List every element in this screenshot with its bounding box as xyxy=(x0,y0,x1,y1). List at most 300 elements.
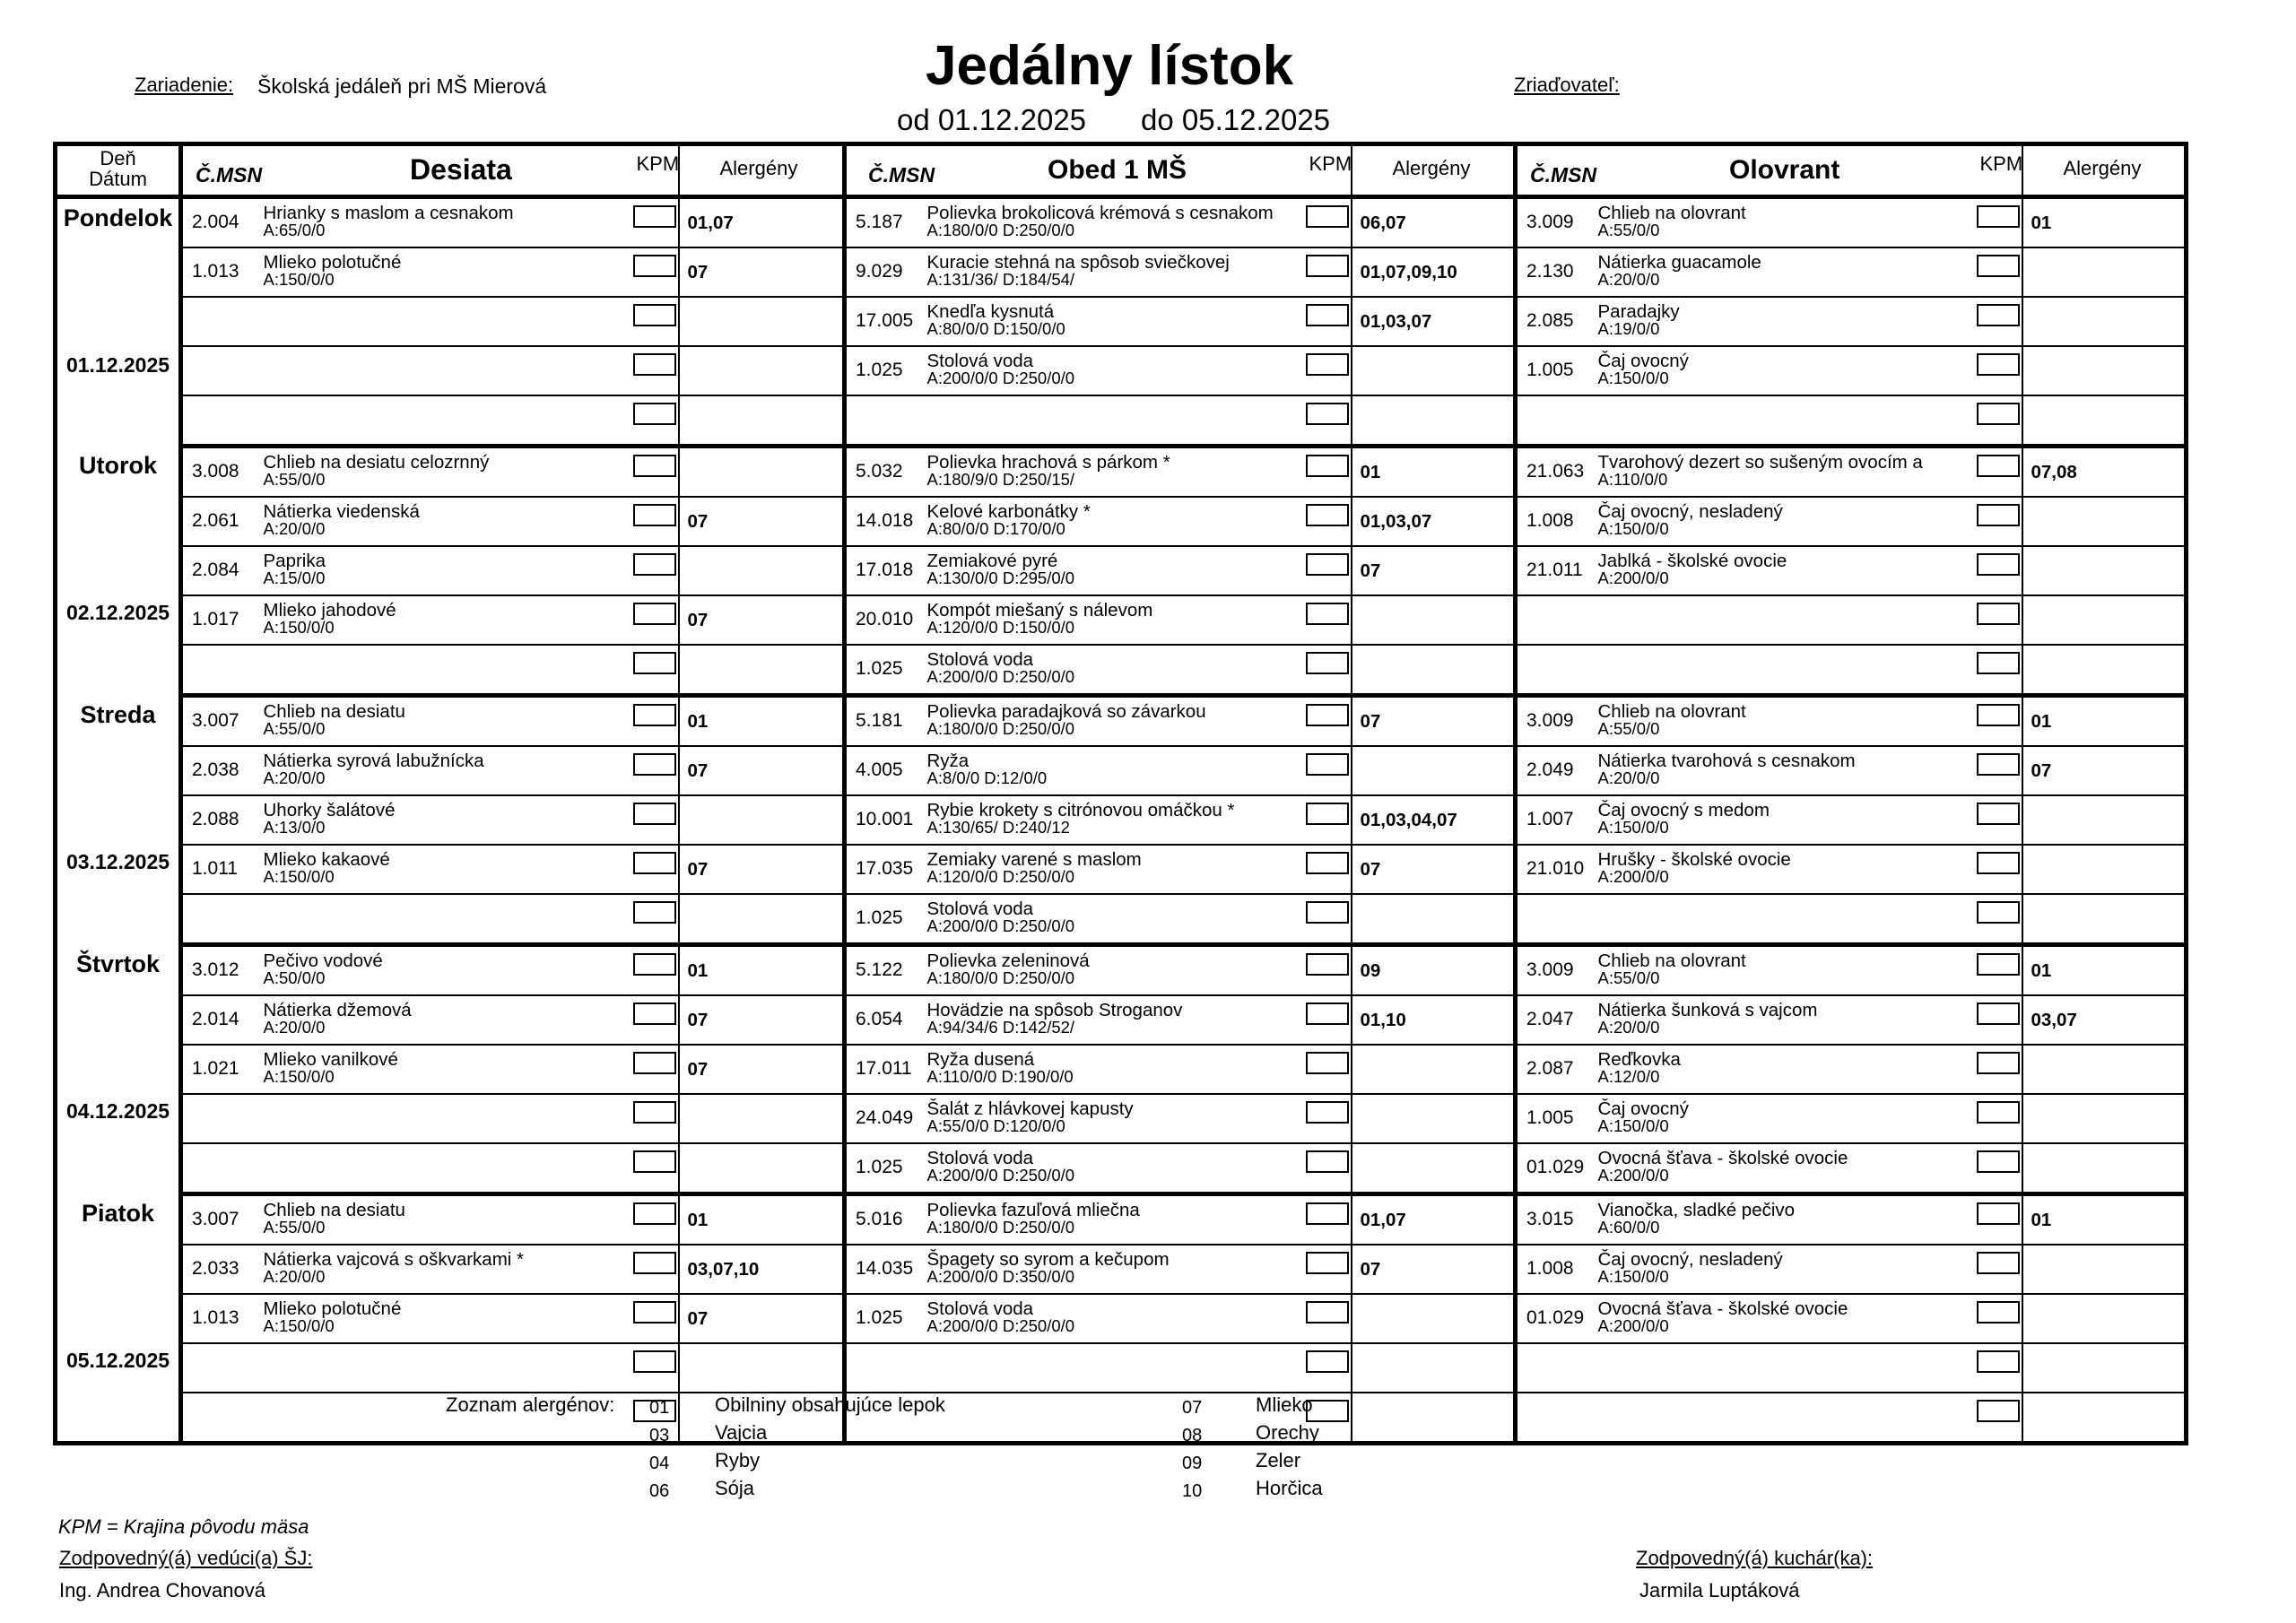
dish-name: Ryža dusená xyxy=(926,1049,1035,1070)
obed-allergens-cell xyxy=(1352,1393,1516,1444)
dish-name: Nátierka syrová labužnícka xyxy=(263,751,484,771)
msn-code: 20.010 xyxy=(856,609,914,629)
msn-code: 2.004 xyxy=(192,212,239,232)
olovrant-allergens-cell xyxy=(2022,995,2187,1045)
dish-grams: A:80/0/0 D:170/0/0 xyxy=(926,519,1065,538)
table-row xyxy=(56,247,2187,297)
olovrant-kpm-cell xyxy=(1973,696,2022,747)
kpm-checkbox xyxy=(1977,205,2020,228)
olovrant-dish-cell xyxy=(1596,1045,1973,1094)
desiata-code-cell xyxy=(181,945,262,996)
obed-code-cell xyxy=(845,1094,926,1143)
obed-dish-cell xyxy=(926,746,1302,795)
olovrant-dish-cell xyxy=(1596,297,1973,346)
dish-grams: A:120/0/0 D:150/0/0 xyxy=(926,618,1075,637)
allergen-codes: 07 xyxy=(687,760,709,781)
desiata-allergens-cell xyxy=(679,1045,845,1094)
dish-name: Čaj ovocný s medom xyxy=(1597,800,1770,820)
msn-code: 5.181 xyxy=(856,710,903,731)
kpm-checkbox xyxy=(1977,353,2020,376)
obed-allergens-cell xyxy=(1352,346,1516,395)
allergen-codes: 03,07,10 xyxy=(687,1259,760,1280)
table-row xyxy=(56,1045,2187,1094)
kpm-checkbox xyxy=(1306,403,1349,425)
msn-code: 1.013 xyxy=(192,261,239,282)
desiata-allergens-cell xyxy=(679,995,845,1045)
allergen-codes: 01,07,09,10 xyxy=(1360,262,1457,282)
olovrant-dish-cell xyxy=(1596,395,1973,447)
msn-code: 1.025 xyxy=(856,658,903,679)
allergen-codes: 01,07 xyxy=(1360,1210,1406,1230)
olovrant-allergens-cell xyxy=(2022,746,2187,795)
dish-name: Tvarohový dezert so sušeným ovocím a xyxy=(1597,452,1923,473)
desiata-code-cell xyxy=(181,1393,262,1444)
msn-code: 2.088 xyxy=(192,809,239,829)
obed-code-cell xyxy=(845,197,926,248)
kpm-checkbox xyxy=(1306,603,1349,625)
cmsn-header: Č.MSN xyxy=(196,163,263,187)
cook-label: Zodpovedný(á) kuchár(ka): xyxy=(1636,1547,1874,1569)
obed-code-cell xyxy=(845,696,926,747)
dish-grams: A:20/0/0 xyxy=(263,519,326,538)
kpm-checkbox xyxy=(633,901,676,924)
cmsn-header: Č.MSN xyxy=(1530,163,1597,187)
dish-name: Mlieko polotučné xyxy=(263,252,402,273)
msn-code: 1.008 xyxy=(1526,1258,1574,1279)
kpm-checkbox xyxy=(1306,353,1349,376)
olovrant-kpm-cell xyxy=(1973,1094,2022,1143)
obed-dish-cell xyxy=(926,247,1302,297)
kpm-checkbox xyxy=(633,504,676,526)
kpm-checkbox xyxy=(1977,553,2020,576)
obed-allergens-cell xyxy=(1352,297,1516,346)
msn-code: 3.009 xyxy=(1526,710,1574,731)
olovrant-allergens-cell xyxy=(2022,845,2187,894)
allergen-codes: 07 xyxy=(1360,711,1381,732)
desiata-kpm-cell xyxy=(630,795,679,845)
olovrant-code-cell xyxy=(1516,247,1596,297)
obed-kpm-cell xyxy=(1302,696,1352,747)
kpm-header xyxy=(630,144,679,197)
dish-name: Stolová voda xyxy=(926,1298,1034,1319)
msn-code: 14.035 xyxy=(856,1258,914,1279)
kpm-checkbox xyxy=(1977,901,2020,924)
table-row xyxy=(56,1294,2187,1343)
dish-name: Reďkovka xyxy=(1597,1049,1681,1070)
desiata-kpm-cell xyxy=(630,447,679,498)
obed-kpm-cell xyxy=(1302,645,1352,696)
allergen-name: Obilniny obsahujúce lepok xyxy=(715,1393,945,1416)
olovrant-kpm-cell xyxy=(1973,1194,2022,1245)
obed-code-cell xyxy=(845,845,926,894)
allergen-codes: 07 xyxy=(1360,1259,1381,1280)
obed-allergens-cell xyxy=(1352,696,1516,747)
olovrant-code-cell xyxy=(1516,795,1596,845)
kpm-checkbox xyxy=(633,704,676,726)
table-row xyxy=(56,746,2187,795)
desiata-kpm-cell xyxy=(630,1143,679,1194)
dish-name: Mlieko jahodové xyxy=(263,600,396,621)
kpm-checkbox xyxy=(1306,1002,1349,1025)
dish-name: Uhorky šalátové xyxy=(263,800,396,820)
msn-code: 6.054 xyxy=(856,1009,903,1029)
desiata-allergens-cell xyxy=(679,395,845,447)
allergen-codes: 01,03,04,07 xyxy=(1360,810,1457,830)
olovrant-title: Olovrant xyxy=(1729,155,1840,185)
dish-grams: A:200/0/0 D:250/0/0 xyxy=(926,1316,1075,1335)
obed-allergens-cell xyxy=(1352,197,1516,248)
kpm-checkbox xyxy=(633,1301,676,1324)
olovrant-dish-cell xyxy=(1596,346,1973,395)
olovrant-allergens-cell xyxy=(2022,945,2187,996)
desiata-code-cell xyxy=(181,546,262,595)
obed-code-cell xyxy=(845,894,926,945)
olovrant-allergens-cell xyxy=(2022,1143,2187,1194)
desiata-allergens-cell xyxy=(679,546,845,595)
desiata-code-cell xyxy=(181,1143,262,1194)
obed-dish-cell xyxy=(926,297,1302,346)
kpm-checkbox xyxy=(1306,255,1349,277)
desiata-dish-cell xyxy=(262,894,630,945)
allergen-codes: 01 xyxy=(1360,462,1381,482)
olovrant-dish-cell xyxy=(1596,945,1973,996)
desiata-title: Desiata xyxy=(410,153,512,186)
desiata-code-cell xyxy=(181,995,262,1045)
kpm-checkbox xyxy=(633,603,676,625)
obed-kpm-cell xyxy=(1302,795,1352,845)
olovrant-allergens-cell xyxy=(2022,546,2187,595)
desiata-kpm-cell xyxy=(630,1045,679,1094)
obed-kpm-cell xyxy=(1302,945,1352,996)
olovrant-dish-cell xyxy=(1596,995,1973,1045)
obed-code-cell xyxy=(845,546,926,595)
dish-grams: A:80/0/0 D:150/0/0 xyxy=(926,319,1065,338)
dish-grams: A:180/0/0 D:250/0/0 xyxy=(926,968,1075,987)
msn-code: 01.029 xyxy=(1526,1157,1585,1177)
olovrant-allergens-cell xyxy=(2022,1094,2187,1143)
olovrant-kpm-cell xyxy=(1973,945,2022,996)
olovrant-dish-cell xyxy=(1596,845,1973,894)
dish-grams: A:110/0/0 D:190/0/0 xyxy=(926,1067,1074,1086)
olovrant-code-cell xyxy=(1516,1094,1596,1143)
desiata-code-cell xyxy=(181,645,262,696)
msn-code: 2.047 xyxy=(1526,1009,1574,1029)
olovrant-dish-cell xyxy=(1596,1143,1973,1194)
desiata-allergens-cell xyxy=(679,795,845,845)
olovrant-code-cell xyxy=(1516,447,1596,498)
allergen-codes: 07 xyxy=(687,262,709,282)
dish-name: Chlieb na desiatu celozrnný xyxy=(263,452,490,473)
kpm-checkbox xyxy=(1306,553,1349,576)
allergen-codes: 07 xyxy=(687,1308,709,1329)
olovrant-allergens-cell xyxy=(2022,1294,2187,1343)
day-cell xyxy=(56,696,181,945)
obed-kpm-cell xyxy=(1302,1045,1352,1094)
table-row xyxy=(56,197,2187,248)
msn-code: 1.025 xyxy=(856,1157,903,1177)
olovrant-dish-cell xyxy=(1596,1194,1973,1245)
obed-kpm-cell xyxy=(1302,1343,1352,1393)
olovrant-dish-cell xyxy=(1596,447,1973,498)
desiata-dish-cell xyxy=(262,1194,630,1245)
obed-dish-cell xyxy=(926,1143,1302,1194)
obed-code-cell xyxy=(845,297,926,346)
kpm-checkbox xyxy=(633,205,676,228)
olovrant-kpm-cell xyxy=(1973,1045,2022,1094)
allergen-name: Orechy xyxy=(1256,1421,1319,1444)
dish-grams: A:180/0/0 D:250/0/0 xyxy=(926,719,1075,738)
dish-grams: A:180/0/0 D:250/0/0 xyxy=(926,1218,1075,1237)
day-cell xyxy=(56,1194,181,1444)
msn-code: 17.005 xyxy=(856,310,914,331)
olovrant-code-cell xyxy=(1516,945,1596,996)
day-cell xyxy=(56,945,181,1194)
allergen-codes: 03,07 xyxy=(2031,1010,2077,1030)
dish-name: Chlieb na olovrant xyxy=(1597,950,1746,971)
msn-code: 5.016 xyxy=(856,1209,903,1229)
dish-grams: A:65/0/0 xyxy=(263,221,326,239)
kpm-checkbox xyxy=(633,1252,676,1274)
dish-name: Zemiaky varené s maslom xyxy=(926,849,1142,870)
dish-name: Chlieb na olovrant xyxy=(1597,701,1746,722)
kpm-checkbox xyxy=(633,652,676,674)
obed-code-cell xyxy=(845,1343,926,1393)
desiata-kpm-cell xyxy=(630,497,679,546)
allergen-codes: 01,03,07 xyxy=(1360,311,1432,332)
obed-allergens-cell xyxy=(1352,546,1516,595)
dish-name: Chlieb na desiatu xyxy=(263,701,405,722)
obed-kpm-cell xyxy=(1302,894,1352,945)
dish-grams: A:55/0/0 xyxy=(1597,719,1660,738)
table-row xyxy=(56,595,2187,645)
obed-dish-cell xyxy=(926,447,1302,498)
allergen-codes: 07 xyxy=(687,1059,709,1080)
kpm-checkbox xyxy=(1977,1002,2020,1025)
olovrant-code-cell xyxy=(1516,346,1596,395)
desiata-kpm-cell xyxy=(630,595,679,645)
dish-name: Jablká - školské ovocie xyxy=(1597,551,1787,571)
msn-code: 1.011 xyxy=(192,858,238,879)
allergen-code: 09 xyxy=(1182,1454,1203,1473)
allergen-codes: 07 xyxy=(1360,560,1381,581)
obed-code-cell xyxy=(845,945,926,996)
desiata-code-cell xyxy=(181,746,262,795)
obed-code-cell xyxy=(845,595,926,645)
allergen-codes: 01 xyxy=(2031,711,2052,732)
kpm-checkbox xyxy=(633,304,676,326)
obed-kpm-cell xyxy=(1302,845,1352,894)
desiata-dish-cell xyxy=(262,645,630,696)
olovrant-code-cell xyxy=(1516,197,1596,248)
olovrant-allergens-cell xyxy=(2022,1194,2187,1245)
olovrant-dish-cell xyxy=(1596,497,1973,546)
dish-grams: A:20/0/0 xyxy=(263,1018,326,1037)
desiata-allergens-cell xyxy=(679,845,845,894)
table-row xyxy=(56,395,2187,447)
kpm-checkbox xyxy=(1306,1301,1349,1324)
kpm-header-label: KPM xyxy=(1309,152,1352,175)
olovrant-allergens-cell xyxy=(2022,197,2187,248)
facility-value: Školská jedáleň pri MŠ Mierová xyxy=(257,74,547,98)
allergens-header-label: Alergény xyxy=(2063,157,2142,179)
olovrant-code-cell xyxy=(1516,1294,1596,1343)
desiata-allergens-cell xyxy=(679,1194,845,1245)
kpm-checkbox xyxy=(1977,652,2020,674)
allergen-code: 08 xyxy=(1182,1426,1203,1445)
dish-grams: A:20/0/0 xyxy=(263,1267,326,1286)
allergen-codes: 07 xyxy=(1360,859,1381,880)
dish-name: Stolová voda xyxy=(926,898,1034,919)
obed-dish-cell xyxy=(926,1094,1302,1143)
olovrant-dish-cell xyxy=(1596,795,1973,845)
dish-name: Polievka hrachová s párkom * xyxy=(926,452,1170,473)
allergen-code: 06 xyxy=(649,1481,670,1501)
obed-code-cell xyxy=(845,497,926,546)
msn-code: 17.035 xyxy=(856,858,914,879)
dish-name: Hrianky s maslom a cesnakom xyxy=(263,203,514,223)
msn-code: 1.025 xyxy=(856,360,903,380)
kpm-checkbox xyxy=(1306,1052,1349,1074)
desiata-dish-cell xyxy=(262,1245,630,1294)
desiata-code-cell xyxy=(181,247,262,297)
desiata-allergens-cell xyxy=(679,247,845,297)
msn-code: 3.007 xyxy=(192,1209,239,1229)
kpm-checkbox xyxy=(1306,1101,1349,1124)
dish-grams: A:200/0/0 xyxy=(1597,568,1669,587)
day-name: Utorok xyxy=(79,451,157,479)
desiata-kpm-cell xyxy=(630,845,679,894)
dish-name: Kompót miešaný s nálevom xyxy=(926,600,1153,621)
table-row xyxy=(56,1343,2187,1393)
msn-code: 2.014 xyxy=(192,1009,239,1029)
obed-kpm-cell xyxy=(1302,346,1352,395)
dish-name: Špagety so syrom a kečupom xyxy=(926,1249,1170,1270)
obed-code-cell xyxy=(845,1143,926,1194)
kpm-checkbox xyxy=(1977,1101,2020,1124)
kpm-header-label: KPM xyxy=(636,152,680,175)
dish-name: Kuracie stehná na spôsob sviečkovej xyxy=(926,252,1230,273)
dish-grams: A:130/65/ D:240/12 xyxy=(926,818,1070,837)
desiata-dish-cell xyxy=(262,1143,630,1194)
dish-grams: A:150/0/0 xyxy=(1597,818,1669,837)
obed-kpm-cell xyxy=(1302,1143,1352,1194)
day-date: 04.12.2025 xyxy=(65,1098,170,1123)
msn-code: 2.084 xyxy=(192,560,239,580)
kpm-checkbox xyxy=(1977,704,2020,726)
desiata-allergens-cell xyxy=(679,346,845,395)
dish-name: Mlieko polotučné xyxy=(263,1298,402,1319)
dish-grams: A:200/0/0 xyxy=(1597,1316,1669,1335)
desiata-allergens-cell xyxy=(679,297,845,346)
olovrant-kpm-cell xyxy=(1973,894,2022,945)
kpm-checkbox xyxy=(633,852,676,874)
kpm-checkbox xyxy=(1977,1052,2020,1074)
dish-grams: A:15/0/0 xyxy=(263,568,326,587)
kpm-checkbox xyxy=(1306,901,1349,924)
dish-name: Čaj ovocný xyxy=(1597,1098,1689,1119)
day-date: 01.12.2025 xyxy=(65,353,170,377)
header-row xyxy=(56,144,2187,197)
desiata-allergens-cell xyxy=(679,595,845,645)
dish-grams: A:55/0/0 D:120/0/0 xyxy=(926,1116,1065,1135)
olovrant-allergens-cell xyxy=(2022,595,2187,645)
desiata-code-cell xyxy=(181,197,262,248)
desiata-allergens-cell xyxy=(679,894,845,945)
desiata-code-cell xyxy=(181,595,262,645)
msn-code: 5.187 xyxy=(856,212,903,232)
allergen-codes: 01,07 xyxy=(687,213,734,233)
obed-kpm-cell xyxy=(1302,297,1352,346)
olovrant-kpm-cell xyxy=(1973,645,2022,696)
dish-name: Hovädzie na spôsob Stroganov xyxy=(926,1000,1183,1020)
dish-grams: A:55/0/0 xyxy=(1597,221,1660,239)
olovrant-dish-cell xyxy=(1596,595,1973,645)
manager-label: Zodpovedný(á) vedúci(a) ŠJ: xyxy=(59,1547,313,1569)
table-row xyxy=(56,696,2187,747)
kpm-note: KPM = Krajina pôvodu mäsa xyxy=(58,1515,309,1538)
msn-code: 4.005 xyxy=(856,759,903,780)
allergen-codes: 01 xyxy=(687,711,709,732)
desiata-dish-cell xyxy=(262,1294,630,1343)
table-row xyxy=(56,1245,2187,1294)
olovrant-kpm-cell xyxy=(1973,447,2022,498)
obed-dish-cell xyxy=(926,1245,1302,1294)
kpm-checkbox xyxy=(633,553,676,576)
allergen-codes: 06,07 xyxy=(1360,213,1406,233)
kpm-checkbox xyxy=(1977,403,2020,425)
desiata-dish-cell xyxy=(262,595,630,645)
kpm-header-label: KPM xyxy=(1979,152,2023,175)
olovrant-code-cell xyxy=(1516,1194,1596,1245)
msn-code: 2.033 xyxy=(192,1258,239,1279)
dish-name: Ovocná šťava - školské ovocie xyxy=(1597,1298,1848,1319)
dish-name: Čaj ovocný xyxy=(1597,351,1689,371)
dish-name: Ryža xyxy=(926,751,970,771)
dish-grams: A:131/36/ D:184/54/ xyxy=(926,270,1075,289)
facility-label: Zariadenie: xyxy=(135,74,234,96)
obed-title: Obed 1 MŠ xyxy=(1048,155,1187,185)
allergens-header-label: Alergény xyxy=(1392,157,1471,179)
olovrant-dish-cell xyxy=(1596,746,1973,795)
kpm-checkbox xyxy=(1306,953,1349,976)
desiata-kpm-cell xyxy=(630,1194,679,1245)
table-row xyxy=(56,447,2187,498)
dish-name: Chlieb na olovrant xyxy=(1597,203,1746,223)
table-row xyxy=(56,645,2187,696)
dish-name: Mlieko vanilkové xyxy=(263,1049,398,1070)
obed-code-cell xyxy=(845,645,926,696)
desiata-code-cell xyxy=(181,1045,262,1094)
msn-code: 01.029 xyxy=(1526,1307,1585,1328)
dish-grams: A:94/34/6 D:142/52/ xyxy=(926,1018,1075,1037)
olovrant-code-cell xyxy=(1516,1245,1596,1294)
olovrant-kpm-cell xyxy=(1973,546,2022,595)
dish-name: Stolová voda xyxy=(926,1148,1034,1168)
allergen-codes: 01 xyxy=(687,960,709,981)
dish-name: Ovocná šťava - školské ovocie xyxy=(1597,1148,1848,1168)
allergen-code: 04 xyxy=(649,1454,670,1473)
desiata-dish-cell xyxy=(262,845,630,894)
msn-code: 1.013 xyxy=(192,1307,239,1328)
dish-name: Šalát z hlávkovej kapusty xyxy=(926,1098,1134,1119)
desiata-allergens-cell xyxy=(679,645,845,696)
dish-grams: A:150/0/0 xyxy=(263,270,335,289)
allergen-code: 03 xyxy=(649,1426,670,1445)
dish-name: Nátierka viedenská xyxy=(263,501,420,522)
dish-grams: A:150/0/0 xyxy=(1597,369,1669,387)
page-title: Jedálny lístok xyxy=(926,35,1294,97)
obed-kpm-cell xyxy=(1302,1294,1352,1343)
